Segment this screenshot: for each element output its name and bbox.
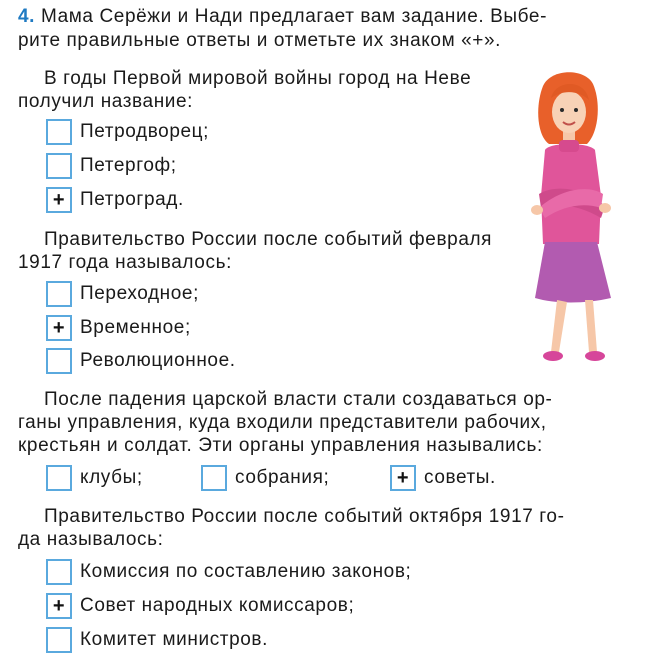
option-label: Переходное; [80, 283, 199, 304]
question-2-line-1: Правительство России после событий февраля [44, 229, 493, 250]
option-label: Комитет министров. [80, 629, 269, 650]
question-1-line-1: В годы Первой мировой войны город на Неве [44, 68, 472, 89]
answer-checkbox[interactable] [46, 281, 72, 307]
task-number: 4. [18, 6, 36, 27]
option-sobraniya[interactable] [201, 463, 329, 493]
option-petrograd[interactable] [46, 185, 184, 215]
option-komitet-ministrov[interactable] [46, 625, 268, 655]
task-intro-line-1 [18, 6, 547, 28]
option-label: советы. [424, 467, 496, 488]
answer-checkbox[interactable] [46, 627, 72, 653]
task-intro-text-1: Мама Серёжи и Нади предлагает вам задание. Выбе- [40, 6, 548, 27]
option-revolyutsionnoe[interactable] [46, 346, 236, 376]
option-label: Временное; [80, 317, 191, 338]
option-sovet-narkomov[interactable] [46, 591, 354, 621]
option-label: Совет народных комиссаров; [80, 595, 355, 616]
question-3-line-1: После падения царской власти стали создаваться ор- [44, 389, 553, 410]
answer-checkbox[interactable] [46, 559, 72, 585]
question-2-line-2: 1917 года называлось: [18, 252, 232, 273]
question-4-line-2: да называлось: [18, 529, 164, 550]
answer-checkbox[interactable]: + [390, 465, 416, 491]
option-petrodvorets[interactable] [46, 117, 209, 147]
option-vremennoe[interactable] [46, 313, 191, 343]
question-3-line-2: ганы управления, куда входили представители рабочих, [18, 412, 547, 433]
option-label: Петроград. [80, 189, 184, 210]
option-kluby[interactable] [46, 463, 143, 493]
option-komissiya[interactable] [46, 557, 411, 587]
option-perekhodnoe[interactable] [46, 279, 199, 309]
option-label: Комиссия по составлению законов; [80, 561, 412, 582]
option-petergof[interactable] [46, 151, 177, 181]
answer-checkbox[interactable] [46, 348, 72, 374]
option-label: Петродворец; [80, 121, 210, 142]
option-label: Революционное. [80, 350, 236, 371]
task-intro-line-2: рите правильные ответы и отметьте их знаком «+». [18, 30, 502, 51]
answer-checkbox[interactable]: + [46, 187, 72, 213]
answer-checkbox[interactable]: + [46, 593, 72, 619]
option-label: Петергоф; [80, 155, 177, 176]
answer-checkbox[interactable] [46, 153, 72, 179]
option-label: собрания; [235, 467, 330, 488]
answer-checkbox[interactable] [46, 465, 72, 491]
question-3-line-3: крестьян и солдат. Эти органы управления назывались: [18, 435, 543, 456]
option-sovety[interactable] [390, 463, 496, 493]
mother-illustration [515, 66, 627, 366]
answer-checkbox[interactable] [201, 465, 227, 491]
option-label: клубы; [80, 467, 143, 488]
answer-checkbox[interactable] [46, 119, 72, 145]
answer-checkbox[interactable]: + [46, 315, 72, 341]
question-4-line-1: Правительство России после событий октября 1917 го- [44, 506, 565, 527]
question-1-line-2: получил название: [18, 91, 194, 112]
